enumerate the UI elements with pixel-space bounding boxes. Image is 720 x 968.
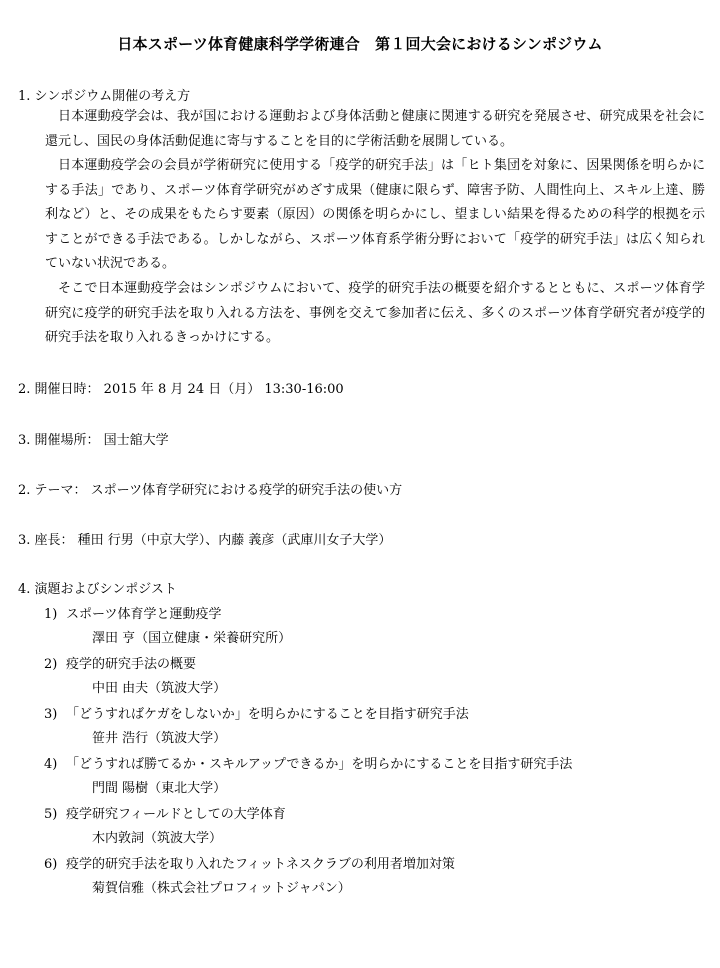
talk-speaker: 木内敦詞（筑波大学） xyxy=(92,831,223,846)
talk-speaker: 澤田 亨（国立健康・栄養研究所） xyxy=(92,631,292,646)
paragraph-1: 日本運動疫学会は、我が国における運動および身体活動と健康に関連する研究を発展させ、研究成果を社会に還元し、国民の身体活動促進に寄与することを目的に学術活動を展開している。 xyxy=(45,109,705,149)
section-heading-theme: 2. テーマ： スポーツ体育学研究における疫学的研究手法の使い方 xyxy=(18,483,403,498)
section-heading-venue: 3. 開催場所： 国士舘大学 xyxy=(18,433,169,448)
talk-item xyxy=(44,656,196,674)
talk-number: 6) xyxy=(44,857,58,872)
section-heading-chairs: 3. 座長： 種田 行男（中京大学）、内藤 義彦（武庫川女子大学） xyxy=(18,533,392,548)
talk-title: スポーツ体育学と運動疫学 xyxy=(66,607,222,622)
talk-number: 4) xyxy=(44,757,58,772)
talk-title: 「どうすれば勝てるか・スキルアップできるか」を明らかにすることを目指す研究手法 xyxy=(66,757,573,772)
talk-item xyxy=(44,756,572,774)
talk-item xyxy=(44,806,286,824)
talk-number: 5) xyxy=(44,807,58,822)
talk-item xyxy=(44,706,469,724)
talk-item xyxy=(44,856,455,874)
paragraph-2: 日本運動疫学会の会員が学術研究に使用する「疫学的研究手法」は「ヒト集団を対象に、因果関係を明らかにする手法」であり、スポーツ体育学研究がめざす成果（健康に限らず、障害予防、人間性向上、スキル上達、勝利など）と、その成果をもたらす要素（原因）の関係を明らかにし、望ましい結果を得るための科学的根拠を示すことができる手法である。しかしながら、スポーツ体育系学術分野において「疫学的研究手法」は広く知られていない状況である。 xyxy=(45,158,705,271)
talk-title: 疫学的研究手法の概要 xyxy=(66,657,197,672)
talk-speaker: 笹井 浩行（筑波大学） xyxy=(92,731,227,746)
talk-speaker: 門間 陽樹（東北大学） xyxy=(92,781,227,796)
talk-speaker: 中田 由夫（筑波大学） xyxy=(92,681,227,696)
document-title: 日本スポーツ体育健康科学学術連合 第１回大会におけるシンポジウム xyxy=(117,35,603,53)
talk-title: 疫学研究フィールドとしての大学体育 xyxy=(66,807,286,822)
section-heading-concept: 1. シンポジウム開催の考え方 xyxy=(18,89,191,104)
talk-speaker: 菊賀信雅（株式会社プロフィットジャパン） xyxy=(92,881,351,896)
paragraph-3: そこで日本運動疫学会はシンポジウムにおいて、疫学的研究手法の概要を紹介するとともに、スポーツ体育学研究に疫学的研究手法を取り入れる方法を、事例を交えて参加者に伝え、多くのスポーツ体育学研究者が疫学的研究手法を取り入れるきっかけにする。 xyxy=(45,281,705,345)
talk-title: 「どうすればケガをしないか」を明らかにすることを目指す研究手法 xyxy=(66,707,469,722)
talk-item xyxy=(44,606,221,624)
talk-number: 3) xyxy=(44,707,58,722)
talk-number: 1) xyxy=(44,607,58,622)
talk-title: 疫学的研究手法を取り入れたフィットネスクラブの利用者増加対策 xyxy=(66,857,455,872)
section-heading-talks: 4. 演題およびシンポジスト xyxy=(18,582,177,597)
section-heading-datetime: 2. 開催日時： 2015 年 8 月 24 日（月） 13:30-16:00 xyxy=(18,382,344,397)
talk-number: 2) xyxy=(44,657,58,672)
